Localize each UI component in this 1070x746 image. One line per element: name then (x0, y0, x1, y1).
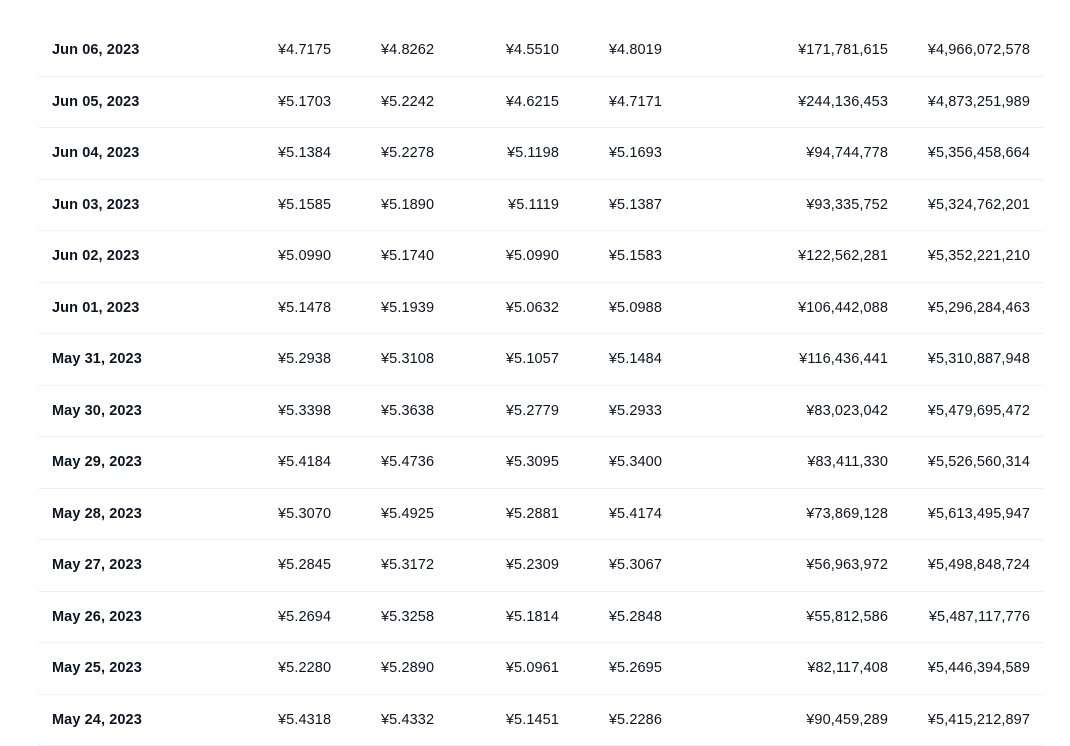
low-cell: ¥5.1451 (506, 695, 559, 746)
open-cell: ¥5.3398 (278, 386, 331, 437)
open-cell: ¥5.0990 (278, 231, 331, 282)
date-cell: Jun 05, 2023 (52, 77, 139, 128)
low-cell: ¥5.2881 (506, 489, 559, 540)
volume-cell: ¥93,335,752 (806, 180, 888, 231)
high-cell: ¥5.2242 (381, 77, 434, 128)
high-cell: ¥5.1740 (381, 231, 434, 282)
market-cap-cell: ¥4,966,072,578 (928, 25, 1030, 76)
close-cell: ¥5.1583 (609, 231, 662, 282)
market-cap-cell: ¥5,479,695,472 (928, 386, 1030, 437)
low-cell: ¥5.3095 (506, 437, 559, 488)
open-cell: ¥5.4318 (278, 695, 331, 746)
date-cell: May 24, 2023 (52, 695, 142, 746)
date-cell: May 30, 2023 (52, 386, 142, 437)
market-cap-cell: ¥5,613,495,947 (928, 489, 1030, 540)
low-cell: ¥5.1119 (508, 180, 559, 231)
low-cell: ¥5.2779 (506, 386, 559, 437)
close-cell: ¥5.1484 (609, 334, 662, 385)
market-cap-cell: ¥5,296,284,463 (928, 283, 1030, 334)
close-cell: ¥4.8019 (609, 25, 662, 76)
market-cap-cell: ¥5,310,887,948 (928, 334, 1030, 385)
close-cell: ¥5.2848 (609, 592, 662, 643)
volume-cell: ¥122,562,281 (798, 231, 888, 282)
open-cell: ¥5.2694 (278, 592, 331, 643)
high-cell: ¥5.4332 (381, 695, 434, 746)
close-cell: ¥4.7171 (609, 77, 662, 128)
historical-data-table (38, 25, 1044, 746)
table-row (38, 489, 1044, 541)
table-row (38, 592, 1044, 644)
table-row (38, 25, 1044, 77)
date-cell: Jun 01, 2023 (52, 283, 139, 334)
date-cell: Jun 03, 2023 (52, 180, 139, 231)
date-cell: May 29, 2023 (52, 437, 142, 488)
open-cell: ¥5.1585 (278, 180, 331, 231)
market-cap-cell: ¥5,415,212,897 (928, 695, 1030, 746)
high-cell: ¥4.8262 (381, 25, 434, 76)
table-row (38, 231, 1044, 283)
low-cell: ¥4.5510 (506, 25, 559, 76)
volume-cell: ¥55,812,586 (806, 592, 888, 643)
date-cell: Jun 04, 2023 (52, 128, 139, 179)
open-cell: ¥4.7175 (278, 25, 331, 76)
open-cell: ¥5.1478 (278, 283, 331, 334)
table-row (38, 180, 1044, 232)
table-row (38, 540, 1044, 592)
close-cell: ¥5.1387 (609, 180, 662, 231)
close-cell: ¥5.2695 (609, 643, 662, 694)
open-cell: ¥5.4184 (278, 437, 331, 488)
table-row (38, 283, 1044, 335)
open-cell: ¥5.2845 (278, 540, 331, 591)
high-cell: ¥5.4736 (381, 437, 434, 488)
open-cell: ¥5.1384 (278, 128, 331, 179)
high-cell: ¥5.4925 (381, 489, 434, 540)
date-cell: Jun 06, 2023 (52, 25, 139, 76)
table-row (38, 695, 1044, 746)
table-row (38, 77, 1044, 129)
market-cap-cell: ¥5,498,848,724 (928, 540, 1030, 591)
low-cell: ¥4.6215 (506, 77, 559, 128)
close-cell: ¥5.0988 (609, 283, 662, 334)
volume-cell: ¥83,411,330 (807, 437, 888, 488)
open-cell: ¥5.3070 (278, 489, 331, 540)
close-cell: ¥5.3067 (609, 540, 662, 591)
low-cell: ¥5.1198 (507, 128, 559, 179)
close-cell: ¥5.3400 (609, 437, 662, 488)
table-row (38, 386, 1044, 438)
high-cell: ¥5.3638 (381, 386, 434, 437)
high-cell: ¥5.2890 (381, 643, 434, 694)
volume-cell: ¥106,442,088 (798, 283, 888, 334)
date-cell: May 25, 2023 (52, 643, 142, 694)
open-cell: ¥5.2938 (278, 334, 331, 385)
market-cap-cell: ¥5,324,762,201 (928, 180, 1030, 231)
low-cell: ¥5.2309 (506, 540, 559, 591)
high-cell: ¥5.3108 (381, 334, 434, 385)
volume-cell: ¥83,023,042 (806, 386, 888, 437)
market-cap-cell: ¥5,446,394,589 (928, 643, 1030, 694)
date-cell: May 28, 2023 (52, 489, 142, 540)
low-cell: ¥5.1814 (506, 592, 559, 643)
low-cell: ¥5.0632 (506, 283, 559, 334)
low-cell: ¥5.0990 (506, 231, 559, 282)
market-cap-cell: ¥5,352,221,210 (928, 231, 1030, 282)
high-cell: ¥5.3172 (381, 540, 434, 591)
close-cell: ¥5.2933 (609, 386, 662, 437)
table-row (38, 643, 1044, 695)
close-cell: ¥5.2286 (609, 695, 662, 746)
date-cell: Jun 02, 2023 (52, 231, 139, 282)
volume-cell: ¥94,744,778 (806, 128, 888, 179)
high-cell: ¥5.3258 (381, 592, 434, 643)
high-cell: ¥5.1890 (381, 180, 434, 231)
low-cell: ¥5.1057 (506, 334, 559, 385)
market-cap-cell: ¥5,487,117,776 (929, 592, 1030, 643)
volume-cell: ¥56,963,972 (806, 540, 888, 591)
volume-cell: ¥116,436,441 (799, 334, 888, 385)
high-cell: ¥5.2278 (381, 128, 434, 179)
date-cell: May 27, 2023 (52, 540, 142, 591)
date-cell: May 26, 2023 (52, 592, 142, 643)
open-cell: ¥5.2280 (278, 643, 331, 694)
close-cell: ¥5.1693 (609, 128, 662, 179)
high-cell: ¥5.1939 (381, 283, 434, 334)
market-cap-cell: ¥4,873,251,989 (928, 77, 1030, 128)
volume-cell: ¥244,136,453 (798, 77, 888, 128)
volume-cell: ¥90,459,289 (806, 695, 888, 746)
table-row (38, 437, 1044, 489)
market-cap-cell: ¥5,526,560,314 (928, 437, 1030, 488)
volume-cell: ¥171,781,615 (798, 25, 888, 76)
volume-cell: ¥73,869,128 (806, 489, 888, 540)
table-row (38, 128, 1044, 180)
volume-cell: ¥82,117,408 (807, 643, 888, 694)
date-cell: May 31, 2023 (52, 334, 142, 385)
low-cell: ¥5.0961 (506, 643, 559, 694)
close-cell: ¥5.4174 (609, 489, 662, 540)
market-cap-cell: ¥5,356,458,664 (928, 128, 1030, 179)
table-row (38, 334, 1044, 386)
open-cell: ¥5.1703 (278, 77, 331, 128)
